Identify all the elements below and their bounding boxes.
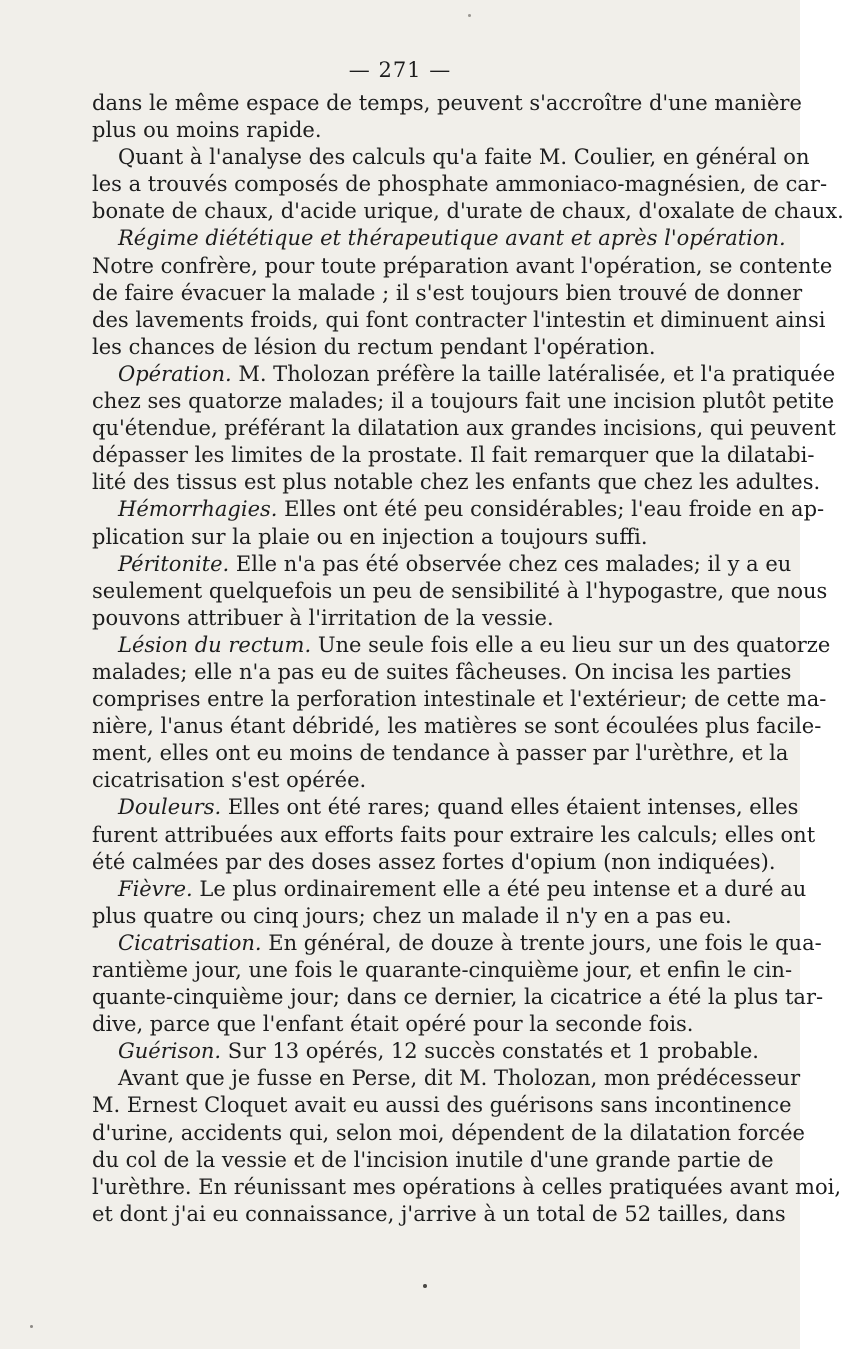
- text-line: Notre confrère, pour toute préparation avant l'opération, se contente: [92, 253, 833, 278]
- text-line: d'urine, accidents qui, selon moi, dépendent de la dilatation forcée: [92, 1120, 805, 1145]
- text-line: cicatrisation s'est opérée.: [92, 768, 367, 793]
- page-number: — 271 —: [348, 58, 452, 82]
- paper-speck: [30, 1325, 33, 1328]
- text-line: des lavements froids, qui font contracter l'intestin et diminuent ainsi: [92, 307, 826, 332]
- paragraph-hemorrhagies: [92, 496, 825, 523]
- text-line: nière, l'anus étant débridé, les matières se sont écoulées plus facile-: [92, 714, 822, 739]
- paper-speck: [423, 1284, 427, 1288]
- text-line: plus quatre ou cinq jours; chez un malade il n'y en a pas eu.: [92, 903, 732, 928]
- text-run: Sur 13 opérés, 12 succès constatés et 1 probable.: [221, 1039, 759, 1064]
- paragraph-cicatrisation: [92, 930, 822, 957]
- paragraph-lesion: [92, 632, 831, 659]
- text-run: Elle n'a pas été observée chez ces malades; il y a eu: [229, 551, 792, 576]
- text-line: bonate de chaux, d'acide urique, d'urate de chaux, d'oxalate de chaux.: [92, 199, 844, 224]
- text-line: les chances de lésion du rectum pendant l'opération.: [92, 334, 656, 359]
- paragraph-peritonite: [92, 551, 792, 578]
- text-line: dans le même espace de temps, peuvent s'accroître d'une manière: [92, 91, 802, 115]
- section-heading-lesion: Lésion du rectum.: [118, 632, 312, 657]
- text-line: comprises entre la perforation intestinale et l'extérieur; de cette ma-: [92, 687, 827, 712]
- text-run: Elles ont été peu considérables; l'eau froide en ap-: [277, 497, 825, 522]
- text-line: dépasser les limites de la prostate. Il fait remarquer que la dilatabi-: [92, 443, 815, 468]
- section-heading-peritonite: Péritonite.: [118, 551, 230, 576]
- body-text: [92, 90, 844, 1228]
- section-heading-cicatrisation: Cicatrisation.: [118, 930, 262, 955]
- text-run: Le plus ordinairement elle a été peu intense et a duré au: [192, 876, 807, 901]
- text-line: qu'étendue, préférant la dilatation aux grandes incisions, qui peuvent: [92, 416, 836, 441]
- text-line: malades; elle n'a pas eu de suites fâcheuses. On incisa les parties: [92, 659, 792, 684]
- section-heading-regime: Régime diététique et thérapeutique avant et après l'opération.: [118, 226, 786, 251]
- paragraph-operation: [92, 361, 836, 388]
- text-line: l'urèthre. En réunissant mes opérations à celles pratiquées avant moi,: [92, 1174, 841, 1199]
- text-line: dive, parce que l'enfant était opéré pour la seconde fois.: [92, 1012, 694, 1037]
- text-line: et dont j'ai eu connaissance, j'arrive à un total de 52 tailles, dans: [92, 1201, 786, 1226]
- text-line: ment, elles ont eu moins de tendance à passer par l'urèthre, et la: [92, 741, 789, 766]
- text-line: rantième jour, une fois le quarante-cinquième jour, et enfin le cin-: [92, 958, 793, 982]
- text-line: Quant à l'analyse des calculs qu'a faite M. Coulier, en général on: [118, 145, 810, 170]
- text-line: Avant que je fusse en Perse, dit M. Tholozan, mon prédécesseur: [118, 1066, 801, 1091]
- section-heading-fievre: Fièvre.: [118, 876, 193, 901]
- paragraph-guerison: [92, 1038, 759, 1065]
- text-run: Une seule fois elle a eu lieu sur un des quatorze: [311, 632, 831, 657]
- text-line: seulement quelquefois un peu de sensibilité à l'hypogastre, que nous: [92, 578, 828, 603]
- text-line: plus ou moins rapide.: [92, 118, 322, 143]
- text-line: M. Ernest Cloquet avait eu aussi des guérisons sans incontinence: [92, 1093, 792, 1118]
- text-line: quante-cinquième jour; dans ce dernier, la cicatrice a été la plus tar-: [92, 985, 824, 1010]
- text-line: été calmées par des doses assez fortes d'opium (non indiquées).: [92, 849, 776, 874]
- text-line: les a trouvés composés de phosphate ammoniaco-magnésien, de car-: [92, 172, 828, 197]
- paragraph-douleurs: [92, 794, 799, 821]
- paragraph-fievre: [92, 876, 807, 903]
- text-line: du col de la vessie et de l'incision inutile d'une grande partie de: [92, 1147, 774, 1172]
- section-heading-operation: Opération.: [118, 361, 232, 386]
- text-line: furent attribuées aux efforts faits pour extraire les calculs; elles ont: [92, 822, 816, 847]
- text-run: M. Tholozan préfère la taille latéralisée, et l'a pratiquée: [231, 361, 836, 386]
- paper-speck: [468, 14, 471, 17]
- text-line: pouvons attribuer à l'irritation de la vessie.: [92, 605, 554, 630]
- text-line: plication sur la plaie ou en injection a toujours suffi.: [92, 524, 648, 549]
- text-line: de faire évacuer la malade ; il s'est toujours bien trouvé de donner: [92, 280, 803, 305]
- section-heading-hemorrhagies: Hémorrhagies.: [118, 497, 278, 522]
- section-heading-douleurs: Douleurs.: [118, 795, 222, 820]
- section-heading-guerison: Guérison.: [118, 1039, 222, 1064]
- text-run: En général, de douze à trente jours, une fois le qua-: [261, 930, 822, 955]
- text-run: Elles ont été rares; quand elles étaient intenses, elles: [221, 795, 799, 820]
- text-line: lité des tissus est plus notable chez les enfants que chez les adultes.: [92, 470, 821, 495]
- text-line: chez ses quatorze malades; il a toujours fait une incision plutôt petite: [92, 389, 835, 414]
